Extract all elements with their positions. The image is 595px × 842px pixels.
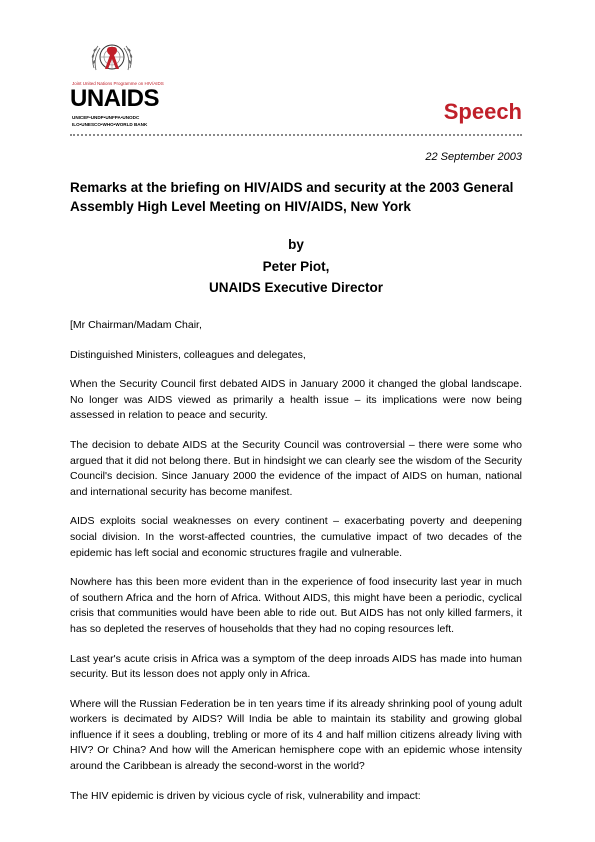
byline	[70, 234, 522, 299]
tagline: Joint United Nations Programme on HIV/AIDS	[72, 81, 164, 86]
brand-name: UNAIDS	[70, 85, 160, 112]
greeting: Distinguished Ministers, colleagues and delegates,	[70, 348, 306, 361]
paragraph: The decision to debate AIDS at the Security Council was controversial – there were some who argued that it did not belong there. But in hindsight we can clearly see the wisdom of the Security Council's decision. Since January 2000 the evidence of the impact of AIDS on human, national and international security has become manifest.	[70, 438, 522, 498]
paragraph: Where will the Russian Federation be in ten years time if its already shrinking pool of young adult workers is decimated by AIDS? Will India be able to maintain its stability and growing global influence if it sees a doubling, trebling or more of its 4 and half million citizens already living with HIV? Or China? And how will the American hemisphere cope with an epidemic whose intensity around the Caribbean is already the second-worst in the world?	[70, 697, 522, 773]
byline-by: by	[288, 237, 304, 252]
paragraph: The HIV epidemic is driven by vicious cycle of risk, vulnerability and impact:	[70, 789, 421, 802]
cosponsors	[72, 114, 147, 128]
cosponsors-line-1: UNICEF•UNDP•UNFPA•UNODC	[72, 115, 140, 120]
speech-date: 22 September 2003	[425, 151, 522, 163]
paragraph: When the Security Council first debated AIDS in January 2000 it changed the global landscape. No longer was AIDS viewed as primarily a health issue – its implications were now being assessed in relation to peace and security.	[70, 378, 522, 422]
un-emblem-icon	[88, 38, 136, 78]
salutation: [Mr Chairman/Madam Chair,	[70, 319, 202, 331]
paragraph: AIDS exploits social weaknesses on every continent – exacerbating poverty and deepening social division. In the worst-affected countries, the cumulative impact of two decades of the epidemic has left social and economic structures fragile and vulnerable.	[70, 515, 522, 559]
paragraph: Last year's acute crisis in Africa was a symptom of the deep inroads AIDS has made into human security. But its lesson does not apply only in Africa.	[70, 652, 522, 681]
speaker-name: Peter Piot,	[262, 258, 330, 274]
speech-body	[70, 318, 522, 804]
speaker-role: UNAIDS Executive Director	[208, 280, 384, 295]
speech-title: Remarks at the briefing on HIV/AIDS and security at the 2003 General Assembly High Level Meeting on HIV/AIDS, New York	[70, 180, 514, 214]
document-type: Speech	[443, 99, 522, 124]
header-divider	[70, 134, 522, 136]
cosponsors-line-2: ILO•UNESCO•WHO•WORLD BANK	[72, 122, 148, 127]
paragraph: Nowhere has this been more evident than in the experience of food insecurity last year in much of southern Africa and the horn of Africa. Without AIDS, this might have been a periodic, cyclical crisis that communities would have been able to ride out. But AIDS has not only killed farmers, it has so depleted the reserves of households that they had no coping resources left.	[70, 576, 522, 635]
